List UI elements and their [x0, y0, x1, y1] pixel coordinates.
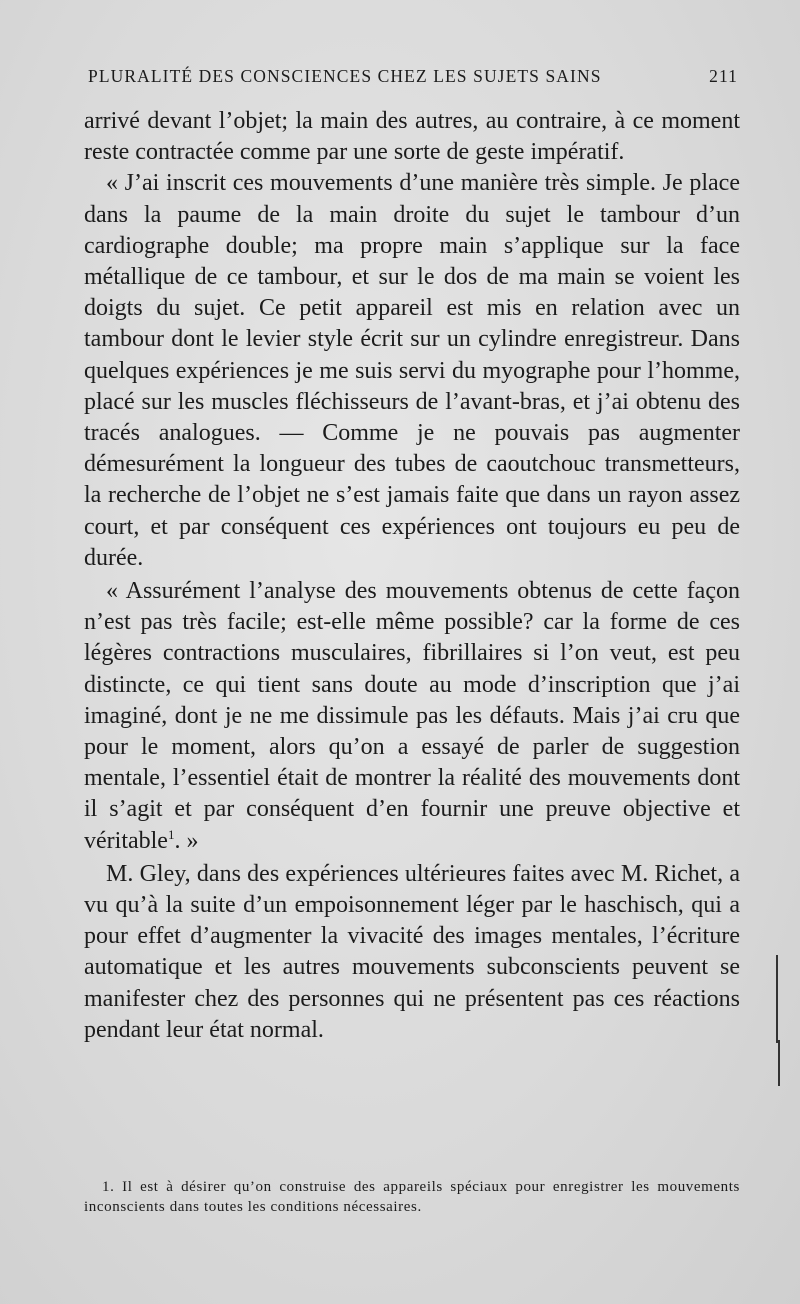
body-text — [84, 106, 740, 1046]
paragraph-quote-analysis — [84, 576, 740, 857]
paragraph-quote-analysis-text: « Assurément l’analyse des mouvements obtenus de cette façon n’est pas très facile; est-elle même possible? car la forme de ces légères contractions musculaires, fibrillaires si l’on veut, est peu distincte, ce qui tient sans doute au mode d’inscription que j’ai imaginé, dont je ne me dissimule pas les défauts. Mais j’ai cru que pour le moment, alors qu’on a essayé de parler de suggestion mentale, l’essentiel était de montrer la réalité des mouvements dont il s’agit et par conséquent d’en fournir une preuve objective et véritable — [84, 578, 740, 854]
footnote-number: 1. — [102, 1179, 115, 1195]
footnote-text — [84, 1178, 740, 1217]
paragraph-continued: arrivé devant l’objet; la main des autres, au contraire, à ce moment reste contractée comme par une sorte de geste impératif. — [84, 108, 740, 166]
running-title: PLURALITÉ DES CONSCIENCES CHEZ LES SUJETS SAINS — [88, 66, 602, 86]
page-number: 211 — [709, 66, 738, 86]
quote-close: . » — [174, 827, 199, 854]
footnote-reference: 1 — [167, 826, 175, 842]
footnote-body: Il est à désirer qu’on construise des appareils spéciaux pour enregistrer les mouvements inconscients dans toutes les conditions nécessaires. — [84, 1179, 740, 1215]
paragraph-quote-inscription: « J’ai inscrit ces mouvements d’une manière très simple. Je place dans la paume de la main droite du sujet le tambour d’un cardiographe double; ma propre main s’applique sur la face métallique de ce tambour, et sur le dos de ma main se voient les doigts du sujet. Ce petit appareil est mis en relation avec un tambour dont le levier style écrit sur un cylindre enregistreur. Dans quelques expériences je me suis servi du myographe pour l’homme, placé sur les muscles fléchisseurs de l’avant-bras, et j’ai obtenu des tracés analogues. — Comme je ne pouvais pas augmenter démesurément la longueur des tubes de caoutchouc transmetteurs, la recherche de l’objet ne s’est jamais faite que dans un rayon assez court, et par conséquent ces expériences ont toujours eu peu de durée. — [84, 170, 740, 571]
footnote — [84, 1178, 740, 1217]
margin-mark-upper — [776, 955, 778, 1043]
margin-mark-lower — [778, 1040, 780, 1086]
running-header — [88, 66, 738, 96]
paragraph-gley: M. Gley, dans des expériences ultérieures faites avec M. Richet, a vu qu’à la suite d’un empoisonnement léger par le haschisch, qui a pour effet d’augmenter la vivacité des images mentales, l’écriture automatique et les autres mouvements subconscients peuvent se manifester chez des personnes qui ne présentent pas ces réactions pendant leur état normal. — [84, 860, 740, 1043]
